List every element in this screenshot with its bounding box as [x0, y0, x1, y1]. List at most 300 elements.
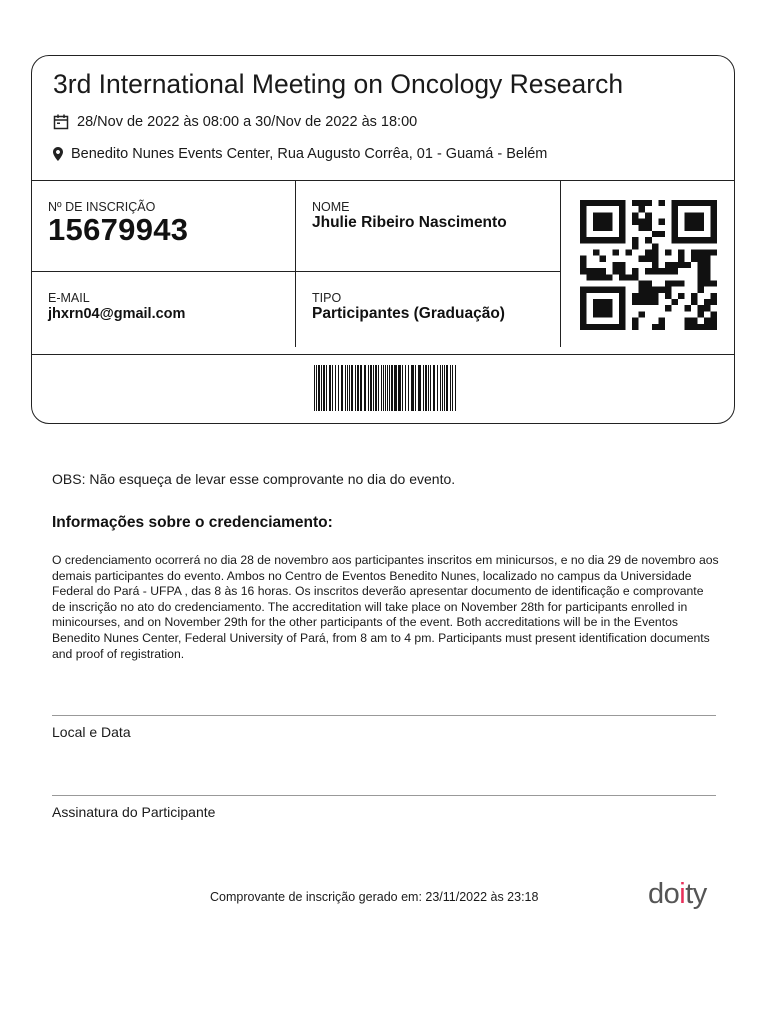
qr-module: [580, 206, 587, 212]
barcode-bar: [370, 365, 372, 411]
qr-module: [704, 280, 711, 286]
qr-module: [691, 212, 698, 218]
barcode-bar: [381, 365, 382, 411]
barcode-bar: [425, 365, 427, 411]
barcode-bar: [423, 365, 424, 411]
registration-number: 15679943: [48, 212, 189, 247]
qr-module: [606, 225, 613, 231]
qr-module: [671, 268, 678, 274]
barcode-bar: [440, 365, 441, 411]
qr-module: [606, 299, 613, 305]
qr-module: [691, 250, 698, 256]
barcode-row: [32, 354, 734, 424]
barcode-bar: [351, 365, 353, 411]
barcode-bar: [405, 365, 406, 411]
event-location: Benedito Nunes Events Center, Rua Augusto Corrêa, 01 - Guamá - Belém: [71, 146, 548, 162]
logo-text-accent: i: [679, 878, 686, 910]
qr-module: [639, 287, 646, 293]
qr-module: [684, 219, 691, 225]
qr-module: [593, 311, 600, 317]
barcode-bar: [318, 365, 320, 411]
qr-module: [587, 324, 594, 330]
qr-module: [684, 305, 691, 311]
qr-module: [580, 212, 587, 218]
qr-module: [593, 287, 600, 293]
qr-module: [704, 324, 711, 330]
barcode-bar: [391, 365, 393, 411]
qr-module: [671, 262, 678, 268]
qr-module: [697, 305, 704, 311]
barcode-bar: [332, 365, 333, 411]
logo-text-start: do: [648, 878, 680, 910]
qr-module: [704, 250, 711, 256]
qr-module: [593, 219, 600, 225]
qr-module: [652, 287, 659, 293]
qr-module: [645, 299, 652, 305]
qr-module: [691, 256, 698, 262]
qr-module: [645, 256, 652, 262]
qr-module: [671, 206, 678, 212]
local-date-line: [52, 715, 716, 716]
qr-module: [704, 299, 711, 305]
qr-module: [697, 287, 704, 293]
barcode-bar: [355, 365, 356, 411]
qr-module: [704, 305, 711, 311]
qr-module: [600, 299, 607, 305]
qr-module: [697, 256, 704, 262]
barcode-bar: [368, 365, 369, 411]
qr-module: [710, 231, 717, 237]
qr-module: [645, 200, 652, 206]
qr-module: [626, 274, 633, 280]
qr-module: [684, 318, 691, 324]
qr-module: [619, 293, 626, 299]
info-title: Informações sobre o credenciamento:: [52, 514, 333, 531]
barcode-bar: [321, 365, 322, 411]
qr-module: [580, 324, 587, 330]
qr-module: [665, 250, 672, 256]
qr-module: [606, 212, 613, 218]
qr-module: [665, 305, 672, 311]
barcode-bar: [444, 365, 445, 411]
barcode-bar: [326, 365, 327, 411]
qr-module: [600, 311, 607, 317]
qr-module: [697, 311, 704, 317]
qr-module: [697, 200, 704, 206]
qr-module: [639, 293, 646, 299]
qr-module: [580, 305, 587, 311]
qr-module: [593, 299, 600, 305]
qr-module: [606, 287, 613, 293]
qr-module: [639, 225, 646, 231]
qr-module: [658, 219, 665, 225]
qr-module: [652, 231, 659, 237]
qr-module: [658, 287, 665, 293]
name-label: NOME: [312, 200, 350, 214]
signature-line: [52, 795, 716, 796]
qr-module: [710, 250, 717, 256]
qr-module: [678, 293, 685, 299]
qr-module: [580, 231, 587, 237]
qr-module: [710, 237, 717, 243]
qr-module: [678, 250, 685, 256]
barcode-bar: [398, 365, 401, 411]
qr-module: [639, 219, 646, 225]
qr-module: [639, 299, 646, 305]
qr-module: [684, 212, 691, 218]
barcode-bar: [323, 365, 325, 411]
qr-module: [619, 262, 626, 268]
qr-module: [600, 274, 607, 280]
barcode-bar: [378, 365, 379, 411]
qr-module: [619, 206, 626, 212]
qr-module: [704, 200, 711, 206]
qr-module: [671, 200, 678, 206]
qr-module: [697, 274, 704, 280]
qr-module: [600, 237, 607, 243]
qr-code: [580, 200, 717, 330]
barcode-bar: [335, 365, 336, 411]
qr-module: [684, 324, 691, 330]
qr-module: [678, 280, 685, 286]
qr-module: [697, 219, 704, 225]
qr-module: [684, 262, 691, 268]
doity-logo: [648, 878, 707, 911]
barcode-bar: [430, 365, 431, 411]
qr-module: [652, 256, 659, 262]
qr-module: [710, 206, 717, 212]
qr-module: [619, 268, 626, 274]
event-title: 3rd International Meeting on Oncology Research: [53, 69, 624, 99]
email-value: jhxrn04@gmail.com: [48, 306, 186, 322]
qr-module: [645, 219, 652, 225]
qr-module: [639, 256, 646, 262]
qr-module: [619, 287, 626, 293]
barcode-bar: [442, 365, 443, 411]
qr-module: [645, 250, 652, 256]
qr-module: [710, 324, 717, 330]
qr-module: [710, 318, 717, 324]
qr-module: [580, 262, 587, 268]
qr-module: [606, 324, 613, 330]
qr-module: [580, 219, 587, 225]
qr-module: [606, 237, 613, 243]
qr-module: [652, 293, 659, 299]
qr-module: [645, 237, 652, 243]
qr-module: [704, 237, 711, 243]
qr-module: [658, 231, 665, 237]
qr-module: [665, 280, 672, 286]
qr-module: [619, 311, 626, 317]
qr-module: [658, 268, 665, 274]
logo-text-end: ty: [685, 878, 707, 910]
qr-module: [710, 219, 717, 225]
qr-module: [580, 318, 587, 324]
qr-module: [600, 219, 607, 225]
qr-module: [665, 262, 672, 268]
qr-module: [639, 311, 646, 317]
qr-module: [587, 268, 594, 274]
barcode-bar: [389, 365, 390, 411]
qr-module: [587, 200, 594, 206]
qr-module: [613, 200, 620, 206]
qr-module: [593, 225, 600, 231]
qr-module: [580, 200, 587, 206]
qr-module: [593, 274, 600, 280]
qr-module: [710, 212, 717, 218]
barcode-bar: [329, 365, 331, 411]
barcode-bar: [349, 365, 350, 411]
qr-module: [658, 318, 665, 324]
qr-module: [600, 287, 607, 293]
qr-module: [678, 262, 685, 268]
qr-module: [580, 256, 587, 262]
qr-module: [710, 225, 717, 231]
name-cell: [296, 180, 561, 272]
qr-module: [710, 299, 717, 305]
qr-module: [652, 268, 659, 274]
barcode-bar: [385, 365, 386, 411]
qr-module: [606, 219, 613, 225]
generated-timestamp: Comprovante de inscrição gerado em: 23/11/2022 às 23:18: [210, 890, 539, 904]
qr-module: [619, 299, 626, 305]
name-value: Jhulie Ribeiro Nascimento: [312, 214, 507, 231]
qr-cell: [561, 180, 735, 347]
barcode: [314, 365, 456, 411]
qr-module: [587, 274, 594, 280]
qr-module: [671, 280, 678, 286]
event-date: 28/Nov de 2022 às 08:00 a 30/Nov de 2022 às 18:00: [77, 114, 418, 130]
barcode-bar: [394, 365, 397, 411]
qr-module: [658, 200, 665, 206]
qr-module: [632, 299, 639, 305]
qr-module: [632, 324, 639, 330]
barcode-bar: [418, 365, 421, 411]
qr-module: [691, 318, 698, 324]
qr-module: [580, 293, 587, 299]
qr-module: [626, 250, 633, 256]
qr-module: [613, 324, 620, 330]
qr-module: [645, 293, 652, 299]
qr-module: [606, 305, 613, 311]
qr-module: [606, 200, 613, 206]
qr-module: [691, 200, 698, 206]
qr-module: [645, 225, 652, 231]
qr-module: [580, 237, 587, 243]
barcode-bar: [347, 365, 348, 411]
qr-module: [632, 318, 639, 324]
barcode-bar: [341, 365, 343, 411]
qr-module: [619, 219, 626, 225]
qr-module: [645, 268, 652, 274]
qr-module: [678, 200, 685, 206]
qr-module: [632, 274, 639, 280]
qr-module: [645, 212, 652, 218]
type-value: Participantes (Graduação): [312, 305, 505, 322]
qr-module: [710, 293, 717, 299]
barcode-bar: [452, 365, 453, 411]
qr-module: [671, 237, 678, 243]
qr-module: [619, 305, 626, 311]
barcode-bar: [314, 365, 315, 411]
calendar-icon: [53, 114, 69, 130]
qr-module: [632, 293, 639, 299]
qr-module: [645, 287, 652, 293]
qr-module: [710, 311, 717, 317]
qr-module: [671, 299, 678, 305]
barcode-bar: [375, 365, 377, 411]
qr-module: [632, 237, 639, 243]
qr-module: [710, 280, 717, 286]
qr-module: [691, 324, 698, 330]
qr-module: [619, 324, 626, 330]
qr-module: [632, 243, 639, 249]
qr-module: [619, 231, 626, 237]
barcode-bar: [360, 365, 362, 411]
registration-ticket: [31, 55, 735, 424]
qr-module: [691, 219, 698, 225]
event-date-row: [53, 114, 417, 130]
qr-module: [600, 256, 607, 262]
qr-module: [632, 268, 639, 274]
type-label: TIPO: [312, 291, 342, 305]
qr-module: [684, 237, 691, 243]
qr-module: [704, 268, 711, 274]
barcode-bar: [345, 365, 346, 411]
qr-module: [697, 280, 704, 286]
qr-module: [691, 237, 698, 243]
email-label: E-MAIL: [48, 291, 90, 305]
qr-module: [697, 212, 704, 218]
qr-module: [665, 268, 672, 274]
qr-module: [704, 274, 711, 280]
qr-module: [600, 324, 607, 330]
barcode-bar: [455, 365, 456, 411]
qr-module: [671, 212, 678, 218]
qr-module: [697, 262, 704, 268]
qr-module: [580, 311, 587, 317]
qr-module: [619, 274, 626, 280]
qr-module: [704, 256, 711, 262]
barcode-bar: [387, 365, 388, 411]
qr-module: [606, 274, 613, 280]
qr-module: [639, 206, 646, 212]
type-cell: [296, 272, 561, 347]
qr-module: [613, 250, 620, 256]
qr-module: [671, 219, 678, 225]
barcode-bar: [373, 365, 374, 411]
qr-module: [665, 293, 672, 299]
qr-module: [593, 324, 600, 330]
qr-module: [619, 237, 626, 243]
qr-module: [613, 287, 620, 293]
qr-module: [580, 268, 587, 274]
qr-module: [658, 324, 665, 330]
signature-label: Assinatura do Participante: [52, 804, 216, 820]
qr-module: [587, 287, 594, 293]
barcode-bar: [357, 365, 359, 411]
barcode-bar: [446, 365, 448, 411]
qr-module: [593, 305, 600, 311]
local-date-label: Local e Data: [52, 724, 131, 740]
qr-module: [632, 219, 639, 225]
qr-module: [593, 200, 600, 206]
qr-module: [593, 212, 600, 218]
barcode-bar: [433, 365, 435, 411]
event-location-row: [53, 146, 547, 162]
qr-module: [678, 256, 685, 262]
barcode-bar: [428, 365, 429, 411]
qr-module: [619, 212, 626, 218]
barcode-bar: [437, 365, 438, 411]
qr-module: [684, 200, 691, 206]
qr-module: [671, 225, 678, 231]
qr-module: [606, 311, 613, 317]
barcode-bar: [450, 365, 451, 411]
qr-module: [684, 225, 691, 231]
barcode-bar: [415, 365, 416, 411]
qr-module: [639, 200, 646, 206]
obs-note: OBS: Não esqueça de levar esse comprovante no dia do evento.: [52, 471, 456, 487]
qr-module: [697, 268, 704, 274]
qr-module: [600, 200, 607, 206]
qr-module: [652, 250, 659, 256]
qr-module: [600, 225, 607, 231]
barcode-bar: [338, 365, 339, 411]
qr-module: [619, 318, 626, 324]
qr-module: [632, 212, 639, 218]
qr-module: [697, 324, 704, 330]
qr-module: [613, 262, 620, 268]
ticket-header: [32, 56, 734, 181]
qr-module: [691, 299, 698, 305]
qr-module: [639, 280, 646, 286]
email-cell: [32, 272, 296, 347]
qr-module: [619, 225, 626, 231]
qr-module: [580, 287, 587, 293]
qr-module: [593, 268, 600, 274]
qr-module: [600, 212, 607, 218]
qr-module: [632, 200, 639, 206]
qr-module: [697, 250, 704, 256]
barcode-bar: [411, 365, 414, 411]
qr-module: [593, 237, 600, 243]
qr-module: [645, 280, 652, 286]
qr-module: [704, 262, 711, 268]
barcode-bar: [316, 365, 317, 411]
qr-module: [697, 225, 704, 231]
info-body: O credenciamento ocorrerá no dia 28 de novembro aos participantes inscritos em minicursos, e no dia 29 de novembro aos demais participantes do evento. Ambos no Centro de Eventos Benedito Nunes, localizado no campus da Universidade Federal do Pará - UFPA , das 8 às 16 horas. Os inscritos deverão apresentar documento de identificação e comprovante de inscrição no ato do credenciamento. The accreditation will take place on November 28th for participants enrolled in minicourses, and on November 29th for the other participants of the event. Both accreditations will be in the Eventos Benedito Nunes Center, Federal University of Pará, from 8 am to 4 pm. Participants must present identification documents and proof of registration.: [52, 553, 719, 661]
qr-module: [587, 237, 594, 243]
qr-module: [691, 225, 698, 231]
qr-module: [691, 293, 698, 299]
qr-module: [613, 237, 620, 243]
qr-module: [580, 225, 587, 231]
registration-label: Nº DE INSCRIÇÃO: [48, 200, 156, 214]
qr-module: [613, 268, 620, 274]
map-pin-icon: [53, 147, 63, 161]
qr-module: [652, 324, 659, 330]
qr-module: [678, 237, 685, 243]
qr-module: [600, 305, 607, 311]
qr-module: [710, 200, 717, 206]
barcode-bar: [402, 365, 403, 411]
qr-module: [619, 200, 626, 206]
registration-cell: [32, 180, 296, 272]
qr-module: [580, 299, 587, 305]
qr-module: [697, 237, 704, 243]
qr-module: [671, 231, 678, 237]
